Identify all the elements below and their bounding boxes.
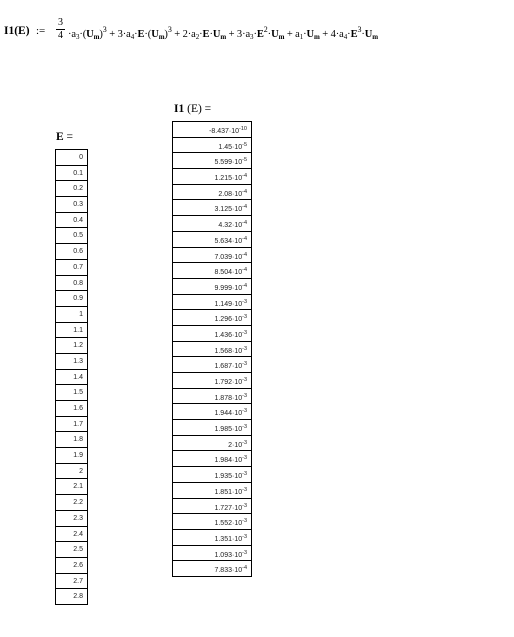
i1-value-mantissa: 4.32·10 xyxy=(218,222,243,230)
formula-term: 3 xyxy=(250,33,254,41)
formula-term: · xyxy=(267,29,272,40)
i1-value-mantissa: 7.833·10 xyxy=(214,567,243,575)
i1-value-exponent: -3 xyxy=(242,314,247,321)
e-value-cell[interactable]: 2 xyxy=(56,464,87,480)
i1-value-cell[interactable] xyxy=(173,357,251,373)
formula-term: U xyxy=(271,29,279,40)
formula-term: E xyxy=(256,29,264,40)
e-value-cell[interactable]: 1.9 xyxy=(56,448,87,464)
i1-value-exponent: -10 xyxy=(239,126,247,132)
i1-value-cell[interactable] xyxy=(173,451,251,467)
i1-value-mantissa: 1.935·10 xyxy=(214,473,243,481)
formula-term: E xyxy=(137,29,145,40)
e-value-cell[interactable]: 0.1 xyxy=(56,166,87,182)
i1-value-exponent: -5 xyxy=(242,141,247,148)
i1-equals-sign: = xyxy=(204,103,212,115)
i1-value-exponent: -3 xyxy=(242,298,247,305)
i1-value-cell[interactable] xyxy=(173,122,251,138)
formula-term: U xyxy=(306,29,315,40)
i1-value-cell[interactable] xyxy=(173,153,251,169)
i1-value-mantissa: 1.851·10 xyxy=(214,488,243,496)
i1-value-mantissa: 1.944·10 xyxy=(214,410,243,418)
formula-term: m xyxy=(314,33,320,41)
e-value-cell[interactable]: 1.6 xyxy=(56,401,87,417)
formula-term: 3 xyxy=(75,33,80,41)
formula-term: 2 xyxy=(195,33,200,41)
i1-value-mantissa: 2.08·10 xyxy=(218,190,243,198)
formula-term: 3 xyxy=(357,25,362,34)
i1-value-exponent: -3 xyxy=(242,549,247,556)
formula-term: m xyxy=(220,33,227,41)
formula-term: m xyxy=(278,33,285,41)
formula-term: 4 xyxy=(130,33,135,41)
i1-value-exponent: -3 xyxy=(242,439,247,446)
formula-definition[interactable] xyxy=(4,18,514,48)
i1-function-name: I1 xyxy=(174,103,185,115)
i1-value-cell[interactable] xyxy=(173,467,251,483)
i1-value-mantissa: 1.687·10 xyxy=(214,363,243,371)
formula-term: U xyxy=(364,29,373,40)
formula-term: · xyxy=(199,29,203,40)
i1-value-mantissa: 1.568·10 xyxy=(214,347,243,355)
formula-term: m xyxy=(158,33,165,41)
i1-value-exponent: -4 xyxy=(242,565,247,572)
i1-value-exponent: -3 xyxy=(242,329,247,336)
i1-value-exponent: -5 xyxy=(242,157,247,164)
i1-value-cell[interactable] xyxy=(173,499,251,515)
formula-assign-operator: := xyxy=(36,25,46,37)
i1-value-cell[interactable] xyxy=(173,248,251,264)
i1-value-cell[interactable] xyxy=(173,263,251,279)
e-value-cell[interactable]: 1.1 xyxy=(56,323,87,339)
e-value-cell[interactable]: 0.9 xyxy=(56,291,87,307)
e-value-cell[interactable]: 1.7 xyxy=(56,417,87,433)
formula-term: + 2·a xyxy=(171,29,196,40)
i1-value-cell[interactable] xyxy=(173,279,251,295)
i1-value-exponent: -4 xyxy=(242,235,247,242)
formula-term: U xyxy=(212,29,221,40)
i1-value-mantissa: 1.727·10 xyxy=(214,504,243,512)
i1-value-cell[interactable] xyxy=(173,546,251,562)
i1-value-cell[interactable] xyxy=(173,514,251,530)
e-value-cell[interactable]: 0.5 xyxy=(56,228,87,244)
i1-value-cell[interactable] xyxy=(173,561,251,577)
i1-value-cell[interactable] xyxy=(173,389,251,405)
formula-term: ) xyxy=(99,29,103,40)
e-value-cell[interactable]: 0.8 xyxy=(56,276,87,292)
formula-term: 4 xyxy=(343,33,348,41)
i1-value-exponent: -3 xyxy=(242,377,247,383)
i1-values-table[interactable] xyxy=(172,121,252,577)
formula-term: 3 xyxy=(102,25,107,34)
i1-value-exponent: -3 xyxy=(242,408,247,415)
fraction-denominator: 4 xyxy=(58,30,63,41)
e-value-cell[interactable]: 1.3 xyxy=(56,354,87,370)
i1-value-exponent: -3 xyxy=(242,518,247,525)
i1-value-exponent: -3 xyxy=(242,486,247,493)
i1-value-mantissa: 3.125·10 xyxy=(214,206,243,214)
formula-term: · xyxy=(134,29,138,40)
i1-value-mantissa: 1.436·10 xyxy=(214,331,243,339)
e-value-cell[interactable]: 1.8 xyxy=(56,432,87,448)
i1-value-cell[interactable] xyxy=(173,373,251,389)
i1-value-exponent: -3 xyxy=(242,361,247,368)
formula-fraction xyxy=(56,18,65,41)
e-value-cell[interactable]: 2.1 xyxy=(56,479,87,495)
e-value-cell[interactable]: 0.3 xyxy=(56,197,87,213)
i1-value-exponent: -3 xyxy=(242,424,247,431)
e-value-cell[interactable]: 1.2 xyxy=(56,338,87,354)
e-value-cell[interactable]: 1 xyxy=(56,307,87,323)
formula-term: ·( xyxy=(144,29,152,40)
i1-value-exponent: -3 xyxy=(242,392,247,399)
formula-term: 2 xyxy=(263,25,268,34)
i1-value-exponent: -4 xyxy=(242,267,247,274)
i1-value-mantissa: 1.985·10 xyxy=(214,426,243,434)
i1-value-cell[interactable] xyxy=(173,310,251,326)
i1-value-mantissa: 7.039·10 xyxy=(214,253,243,261)
formula-term: · xyxy=(209,29,213,40)
e-value-cell[interactable]: 2.7 xyxy=(56,574,87,590)
i1-value-cell[interactable] xyxy=(173,185,251,201)
i1-value-mantissa: 1.215·10 xyxy=(214,175,243,183)
i1-value-exponent: -4 xyxy=(242,282,247,289)
i1-value-exponent: -3 xyxy=(242,345,247,352)
e-equals-sign: = xyxy=(66,131,74,143)
i1-value-mantissa: 1.878·10 xyxy=(214,394,243,402)
i1-value-exponent: -4 xyxy=(242,188,247,195)
i1-value-exponent: -4 xyxy=(242,220,247,227)
formula-term: + 4·a xyxy=(319,29,344,40)
e-value-cell[interactable]: 1.5 xyxy=(56,385,87,401)
e-value-cell[interactable]: 0.2 xyxy=(56,181,87,197)
i1-value-cell[interactable] xyxy=(173,420,251,436)
i1-value-exponent: -3 xyxy=(242,471,247,478)
e-value-cell[interactable]: 2.5 xyxy=(56,542,87,558)
i1-value-mantissa: 1.552·10 xyxy=(214,520,243,528)
formula-term: E xyxy=(350,29,358,40)
i1-value-mantissa: 5.599·10 xyxy=(214,159,243,167)
formula-term: + 3·a xyxy=(106,29,131,40)
e-value-cell[interactable]: 2.4 xyxy=(56,527,87,543)
i1-value-mantissa: 1.984·10 xyxy=(214,457,243,465)
i1-value-mantissa: 5.634·10 xyxy=(214,237,243,245)
i1-value-mantissa: 1.45·10 xyxy=(218,143,243,151)
i1-value-cell[interactable] xyxy=(173,232,251,248)
i1-value-cell[interactable] xyxy=(173,216,251,232)
i1-value-cell[interactable] xyxy=(173,436,251,452)
e-value-cell[interactable]: 0.7 xyxy=(56,260,87,276)
e-value-cell[interactable]: 1.4 xyxy=(56,370,87,386)
formula-term: 3 xyxy=(167,25,172,34)
i1-value-mantissa: 9.999·10 xyxy=(214,284,243,292)
formula-term: m xyxy=(93,33,100,41)
i1-value-mantissa: 8.504·10 xyxy=(214,269,243,277)
i1-value-exponent: -3 xyxy=(242,455,247,462)
i1-value-cell[interactable] xyxy=(173,200,251,216)
e-values-table[interactable] xyxy=(55,149,88,605)
formula-term: · xyxy=(253,29,257,40)
e-table-label xyxy=(56,131,73,143)
formula-term: ) xyxy=(164,29,168,40)
e-variable-name: E xyxy=(56,131,64,143)
i1-value-exponent: -4 xyxy=(242,173,247,180)
e-value-cell[interactable]: 0.4 xyxy=(56,213,87,229)
i1-value-mantissa: 1.149·10 xyxy=(214,300,243,308)
e-value-cell[interactable]: 2.3 xyxy=(56,511,87,527)
formula-rhs xyxy=(68,26,378,41)
i1-value-exponent: -3 xyxy=(242,502,247,509)
i1-table-label xyxy=(174,103,211,115)
i1-value-cell[interactable] xyxy=(173,404,251,420)
i1-value-mantissa: 1.351·10 xyxy=(214,535,243,543)
i1-value-mantissa: 1.093·10 xyxy=(214,551,243,559)
fraction-numerator: 3 xyxy=(58,17,63,28)
formula-term: U xyxy=(151,29,159,40)
formula-term: + 3·a xyxy=(226,29,251,40)
i1-value-cell[interactable] xyxy=(173,295,251,311)
i1-value-mantissa: 2·10 xyxy=(228,441,243,449)
e-value-cell[interactable]: 2.2 xyxy=(56,495,87,511)
e-value-cell[interactable]: 2.6 xyxy=(56,558,87,574)
i1-value-mantissa: -8.437·10 xyxy=(209,128,240,135)
e-value-cell[interactable]: 0.6 xyxy=(56,244,87,260)
formula-term: · xyxy=(347,29,351,40)
i1-value-cell[interactable] xyxy=(173,483,251,499)
i1-value-exponent: -4 xyxy=(242,204,247,211)
i1-value-exponent: -4 xyxy=(242,251,247,258)
i1-value-cell[interactable] xyxy=(173,138,251,154)
formula-term: ·a xyxy=(68,29,76,40)
i1-value-cell[interactable] xyxy=(173,342,251,358)
i1-value-cell[interactable] xyxy=(173,530,251,546)
formula-term: U xyxy=(86,29,94,40)
formula-term: 1 xyxy=(299,33,304,41)
formula-term: E xyxy=(202,29,210,40)
e-value-cell[interactable]: 0 xyxy=(56,150,87,166)
formula-term: m xyxy=(372,33,378,41)
i1-value-cell[interactable] xyxy=(173,326,251,342)
formula-term: ·( xyxy=(79,29,87,40)
i1-value-cell[interactable] xyxy=(173,169,251,185)
formula-lhs: I1(E) xyxy=(4,25,30,37)
e-value-cell[interactable]: 2.8 xyxy=(56,589,87,605)
formula-term: + a xyxy=(284,29,300,40)
formula-term: · xyxy=(361,29,365,40)
formula-term: · xyxy=(303,29,307,40)
i1-value-mantissa: 1.792·10 xyxy=(214,379,243,386)
i1-value-mantissa: 1.296·10 xyxy=(214,316,243,324)
i1-function-arg: (E) xyxy=(187,103,202,115)
i1-value-exponent: -3 xyxy=(242,533,247,540)
